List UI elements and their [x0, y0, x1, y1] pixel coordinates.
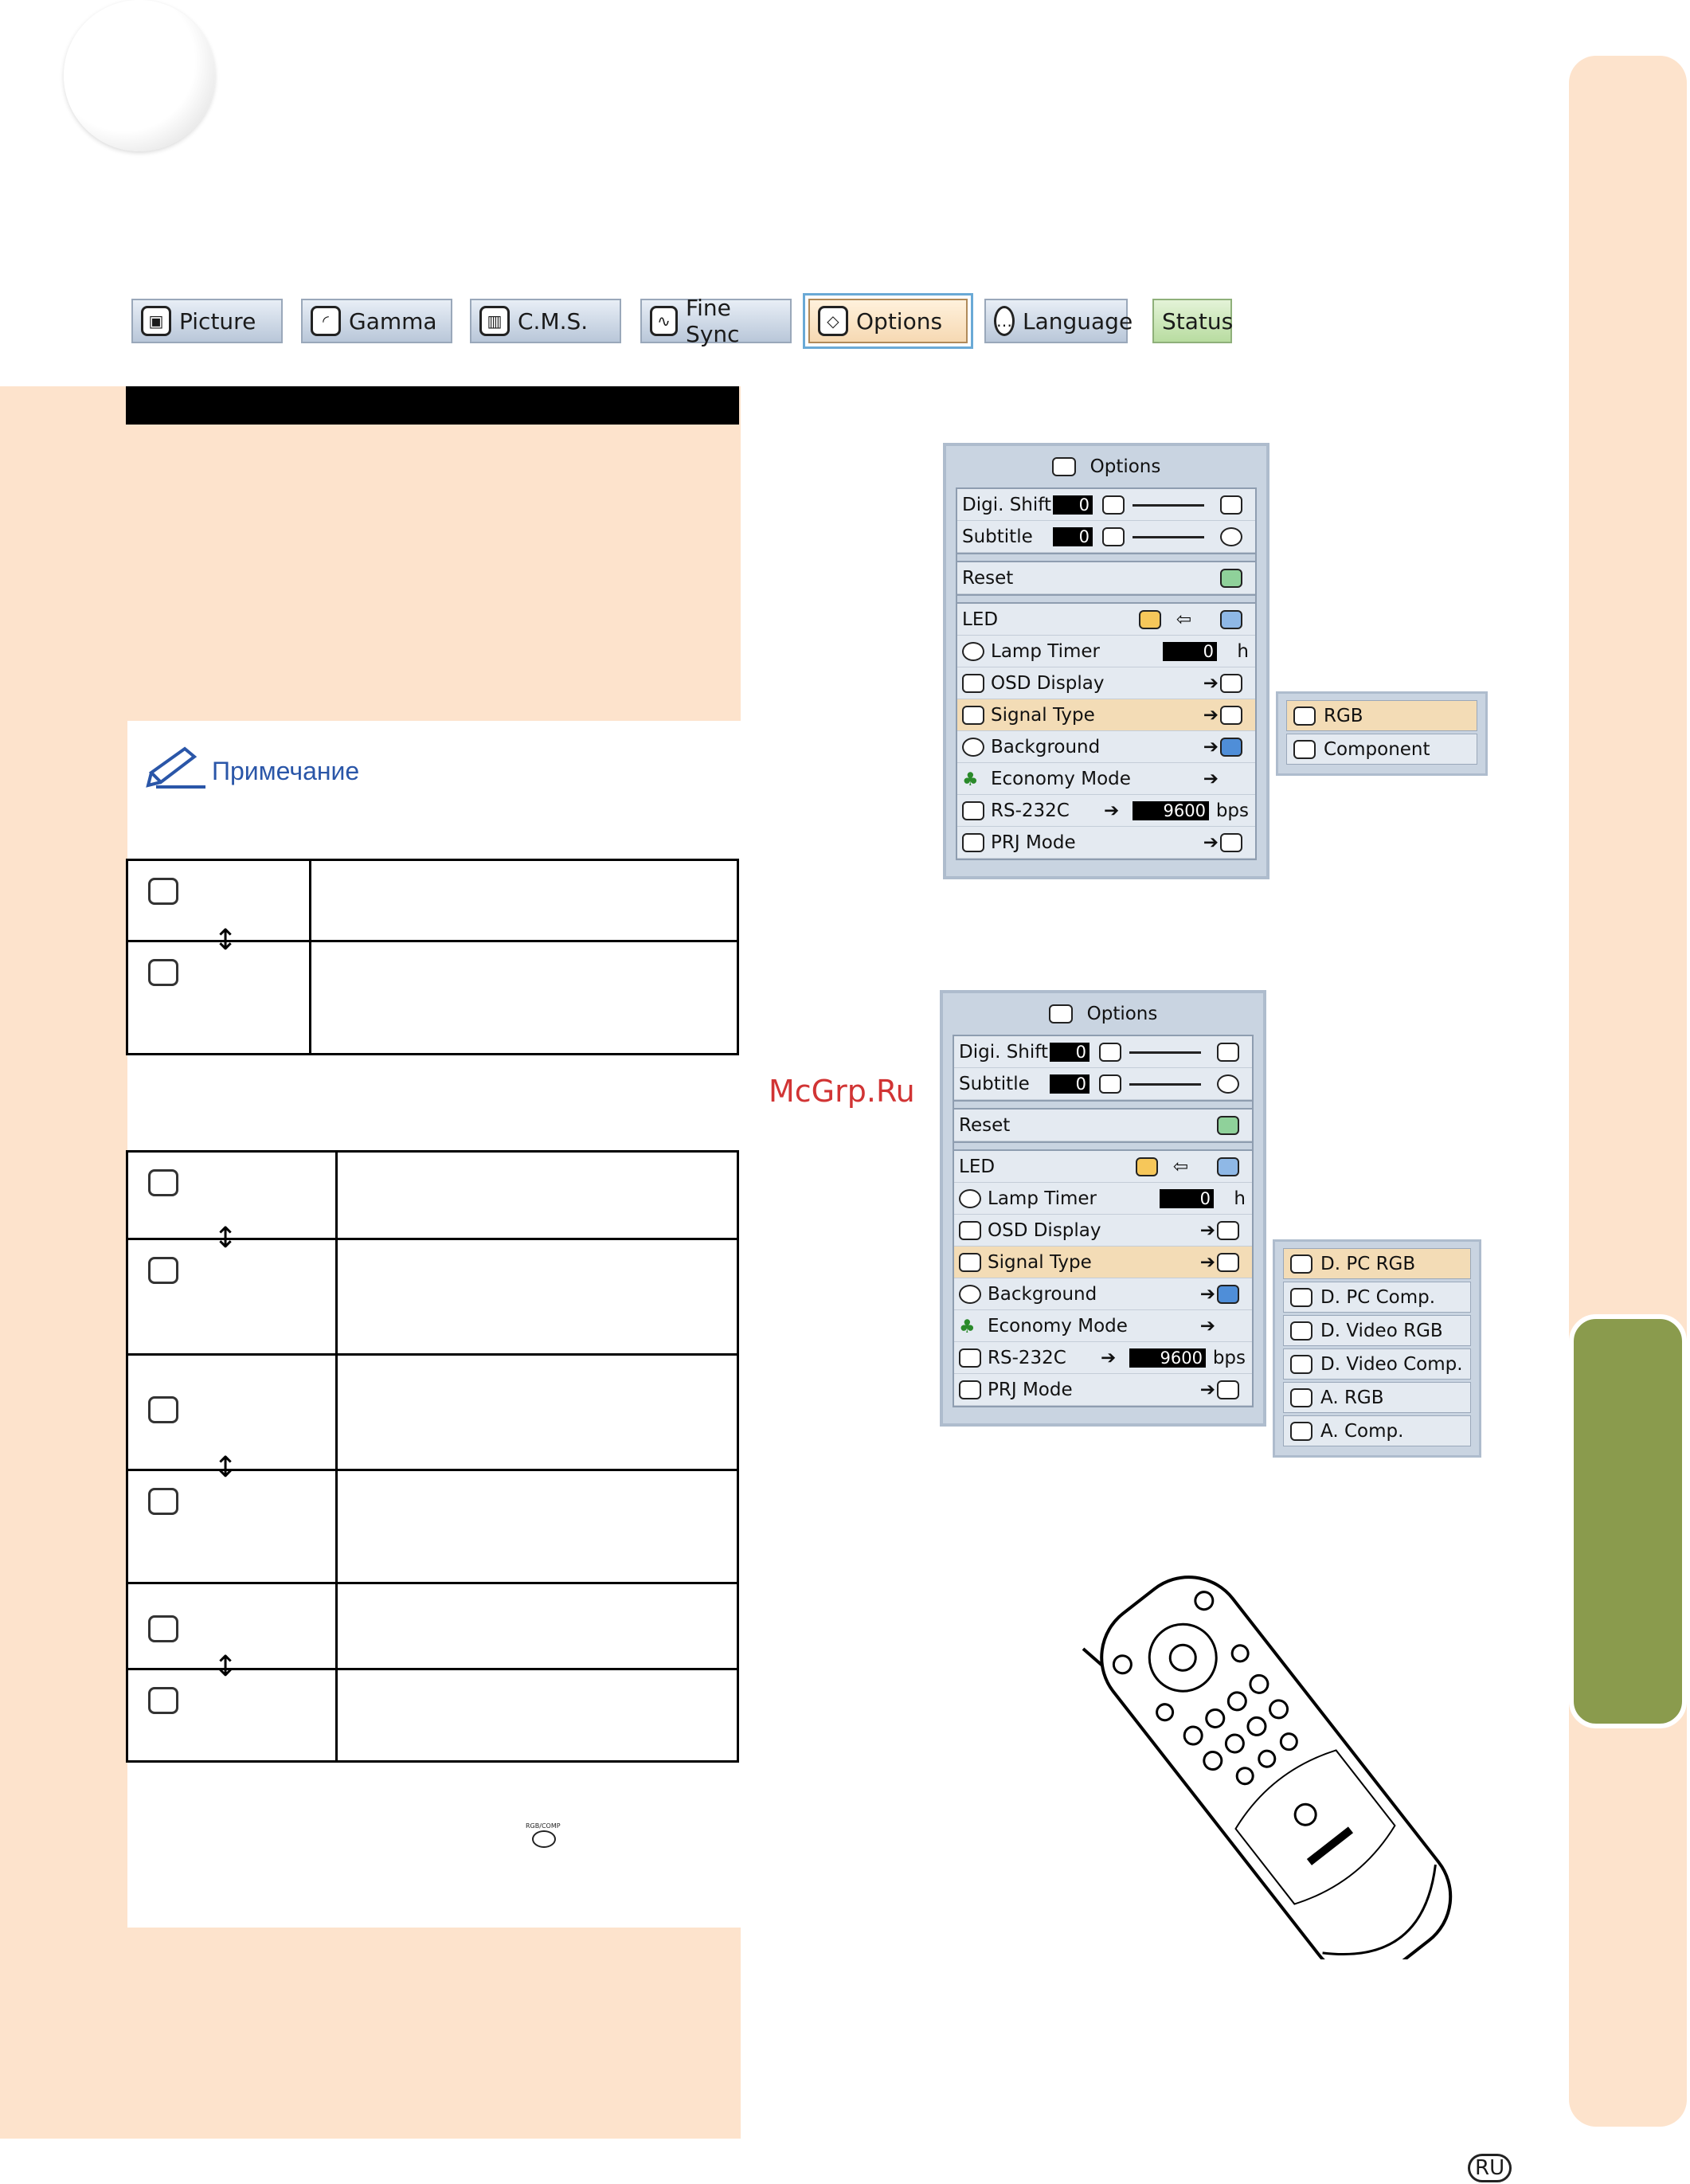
analog-comp-icon: [148, 1687, 178, 1714]
prj-mode-icon: [1217, 1380, 1239, 1399]
options-icon: [1049, 1004, 1073, 1024]
component-signal-icon: [1220, 706, 1242, 725]
digital-pc-comp-icon: [148, 1257, 178, 1284]
slider-track[interactable]: [1129, 1051, 1201, 1054]
prj-mode-icon: [962, 833, 984, 852]
table-cell: [337, 1583, 738, 1669]
background-icon: [962, 738, 984, 757]
reset-icon: [1220, 569, 1242, 588]
submenu-item-a-comp[interactable]: A. Comp.: [1283, 1415, 1471, 1446]
rgb-comp-button-icon: [532, 1830, 556, 1848]
prj-mode-icon: [1220, 833, 1242, 852]
up-down-arrow-icon: ↕: [213, 1650, 238, 1683]
arrow-right-icon: ➔: [1199, 1219, 1215, 1241]
osd-row-led[interactable]: LED ⇦: [957, 604, 1255, 636]
tab-status[interactable]: [1152, 299, 1232, 343]
table-cell: [127, 1470, 337, 1583]
osd-row-background[interactable]: Background ➔: [954, 1278, 1252, 1310]
osd-row-rs232c[interactable]: RS-232C ➔ 9600 bps: [954, 1342, 1252, 1374]
dotted-divider: [127, 713, 741, 721]
analog-comp-icon: [1290, 1422, 1312, 1441]
tab-gamma[interactable]: [301, 299, 452, 343]
submenu-item-component[interactable]: Component: [1286, 734, 1477, 765]
submenu-item-rgb[interactable]: RGB: [1286, 700, 1477, 731]
rs232c-icon: [962, 801, 984, 820]
background-icon: [959, 1285, 981, 1304]
osd-row-lamp-timer[interactable]: Lamp Timer 0 h: [954, 1183, 1252, 1215]
arrow-left-icon: ⇦: [1176, 609, 1191, 630]
table-cell: [337, 1470, 738, 1583]
osd-row-osd-display[interactable]: OSD Display ➔: [957, 667, 1255, 699]
led-off-icon: [1220, 610, 1242, 629]
digi-shift-icon: [1102, 495, 1125, 515]
submenu-item-d-pc-comp[interactable]: D. PC Comp.: [1283, 1282, 1471, 1313]
table-cell: [127, 1239, 337, 1355]
osd-title: Options: [946, 446, 1266, 487]
table-cell: [337, 1355, 738, 1470]
arrow-right-icon: ➔: [1101, 1347, 1117, 1368]
blue-background-icon: [1217, 1285, 1239, 1304]
signal-type-submenu-1: [1276, 691, 1488, 776]
osd-display-icon: [1217, 1221, 1239, 1240]
osd-row-digi-shift[interactable]: Digi. Shift 0: [957, 489, 1255, 521]
screen-icon: [1220, 495, 1242, 515]
tab-label: Fine Sync: [686, 295, 740, 347]
table-cell: [127, 941, 311, 1055]
arrow-right-icon: ➔: [1203, 672, 1219, 694]
submenu-item-d-pc-rgb[interactable]: D. PC RGB: [1283, 1248, 1471, 1279]
rgb-comp-button-label: RGB/COMP: [526, 1822, 561, 1830]
cms-icon: ▥: [479, 306, 510, 336]
submenu-item-d-video-comp[interactable]: D. Video Comp.: [1283, 1348, 1471, 1380]
timer-icon: [959, 1189, 981, 1208]
remote-body: [1079, 1569, 1473, 1959]
tab-label: C.M.S.: [518, 307, 589, 335]
language-marker: RU: [1468, 2154, 1512, 2182]
options-icon: [1052, 457, 1076, 476]
arrow-right-icon: ➔: [1199, 1379, 1215, 1400]
screen-icon: [1217, 1043, 1239, 1062]
led-on-icon: [1139, 610, 1161, 629]
tab-label: Options: [856, 307, 943, 335]
osd-options-menu-1: [943, 443, 1269, 879]
osd-row-signal-type[interactable]: Signal Type ➔: [954, 1247, 1252, 1278]
arrow-right-icon: ➔: [1199, 1283, 1215, 1305]
osd-display-icon: [962, 674, 984, 693]
arrow-right-icon: ➔: [1203, 768, 1219, 789]
digital-video-comp-icon: [148, 1488, 178, 1515]
tab-label: Picture: [179, 307, 256, 335]
options-icon: ◇: [818, 306, 848, 336]
signal-type-icon: [959, 1253, 981, 1272]
submenu-item-d-video-rgb[interactable]: D. Video RGB: [1283, 1315, 1471, 1346]
slider-track[interactable]: [1133, 536, 1204, 538]
arrow-right-icon: ➔: [1203, 704, 1219, 726]
osd-row-subtitle[interactable]: Subtitle 0: [954, 1068, 1252, 1100]
osd-display-icon: [1220, 674, 1242, 693]
up-down-arrow-icon: ↕: [213, 1222, 238, 1254]
subtitle-icon: [1099, 1074, 1121, 1094]
table-cell: [337, 1669, 738, 1762]
tab-picture[interactable]: [131, 299, 283, 343]
table-cell: [337, 1152, 738, 1239]
remote-control-illustration: [1059, 1569, 1489, 1959]
blue-background-icon: [1220, 738, 1242, 757]
osd-row-reset[interactable]: Reset: [954, 1110, 1252, 1141]
arrow-right-icon: ➔: [1203, 832, 1219, 853]
submenu-item-a-rgb[interactable]: A. RGB: [1283, 1382, 1471, 1413]
picture-icon: ▣: [141, 306, 171, 336]
slider-track[interactable]: [1129, 1083, 1201, 1086]
table-cell: [311, 860, 738, 941]
note-label: Примечание: [212, 757, 360, 785]
osd-row-lamp-timer[interactable]: Lamp Timer 0 h: [957, 636, 1255, 667]
arrow-right-icon: ➔: [1199, 1315, 1215, 1337]
digital-pc-rgb-icon: [148, 1169, 178, 1196]
arrow-right-icon: ➔: [1203, 736, 1219, 757]
digital-video-rgb-icon: [1290, 1321, 1312, 1341]
side-strip: [1569, 56, 1687, 2127]
table-cell: [337, 1239, 738, 1355]
osd-row-signal-type[interactable]: Signal Type ➔: [957, 699, 1255, 731]
tab-label: Gamma: [349, 307, 437, 335]
leaf-icon: ♣: [962, 769, 979, 790]
side-chapter-tab[interactable]: [1569, 1314, 1687, 1728]
fine-sync-icon: ∿: [650, 306, 678, 336]
timer-icon: [962, 642, 984, 661]
osd-row-economy-mode[interactable]: ♣ Economy Mode ➔: [954, 1310, 1252, 1342]
section-heading-bar: [126, 386, 739, 425]
watermark: McGrp.Ru: [769, 1074, 915, 1109]
osd-row-subtitle[interactable]: Subtitle 0: [957, 521, 1255, 553]
digital-pc-rgb-icon: [1290, 1254, 1312, 1274]
table-cell: [311, 941, 738, 1055]
osd-row-osd-display[interactable]: OSD Display ➔: [954, 1215, 1252, 1247]
rgb-signal-icon: [148, 878, 178, 905]
reset-icon: [1217, 1116, 1239, 1135]
osd-options-menu-2: [940, 990, 1266, 1427]
osd-row-background[interactable]: Background ➔: [957, 731, 1255, 763]
signal-type-icon: [962, 706, 984, 725]
tab-cms[interactable]: [470, 299, 621, 343]
pencil-note-icon: [145, 741, 209, 789]
tab-fine-sync[interactable]: [640, 295, 792, 347]
tab-label: Language: [1023, 307, 1133, 335]
digital-video-comp-icon: [1290, 1355, 1312, 1374]
osd-row-digi-shift[interactable]: Digi. Shift 0: [954, 1036, 1252, 1068]
up-down-arrow-icon: ↕: [213, 924, 238, 957]
osd-row-prj-mode[interactable]: PRJ Mode ➔: [954, 1374, 1252, 1406]
header-circle: [64, 0, 215, 151]
gamma-icon: ◜: [311, 306, 341, 336]
tab-language[interactable]: [984, 299, 1133, 343]
osd-title: Options: [943, 993, 1263, 1035]
digi-shift-icon: [1099, 1043, 1121, 1062]
osd-row-reset[interactable]: Reset: [957, 562, 1255, 594]
prj-mode-icon: [959, 1380, 981, 1399]
analog-comp-icon: [1217, 1253, 1239, 1272]
osd-row-economy-mode[interactable]: ♣ Economy Mode ➔: [957, 763, 1255, 795]
analog-rgb-icon: [148, 1615, 178, 1642]
component-signal-icon: [1293, 740, 1316, 759]
slider-track[interactable]: [1133, 504, 1204, 507]
speech-bubble-icon: …: [994, 306, 1015, 336]
rs232c-icon: [959, 1348, 981, 1368]
arrow-left-icon: ⇦: [1172, 1156, 1188, 1177]
signal-table-1: [126, 859, 739, 1055]
led-off-icon: [1217, 1157, 1239, 1176]
osd-row-prj-mode[interactable]: PRJ Mode ➔: [957, 827, 1255, 859]
led-on-icon: [1136, 1157, 1158, 1176]
osd-row-led[interactable]: LED ⇦: [954, 1151, 1252, 1183]
up-down-arrow-icon: ↕: [213, 1451, 238, 1484]
subtitle-icon: [1102, 527, 1125, 546]
analog-rgb-icon: [1290, 1388, 1312, 1407]
osd-row-rs232c[interactable]: RS-232C ➔ 9600 bps: [957, 795, 1255, 827]
rgb-signal-icon: [1293, 706, 1316, 726]
digital-video-rgb-icon: [148, 1396, 178, 1423]
circle-screen-icon: [1220, 527, 1242, 546]
arrow-right-icon: ➔: [1199, 1251, 1215, 1273]
osd-display-icon: [959, 1221, 981, 1240]
leaf-icon: ♣: [959, 1316, 976, 1337]
arrow-right-icon: ➔: [1104, 800, 1120, 821]
signal-type-submenu-2: [1273, 1239, 1481, 1458]
component-signal-icon: [148, 959, 178, 986]
tab-label: Status: [1162, 307, 1234, 335]
digital-pc-comp-icon: [1290, 1288, 1312, 1307]
circle-screen-icon: [1217, 1074, 1239, 1094]
tab-options[interactable]: [808, 299, 968, 343]
